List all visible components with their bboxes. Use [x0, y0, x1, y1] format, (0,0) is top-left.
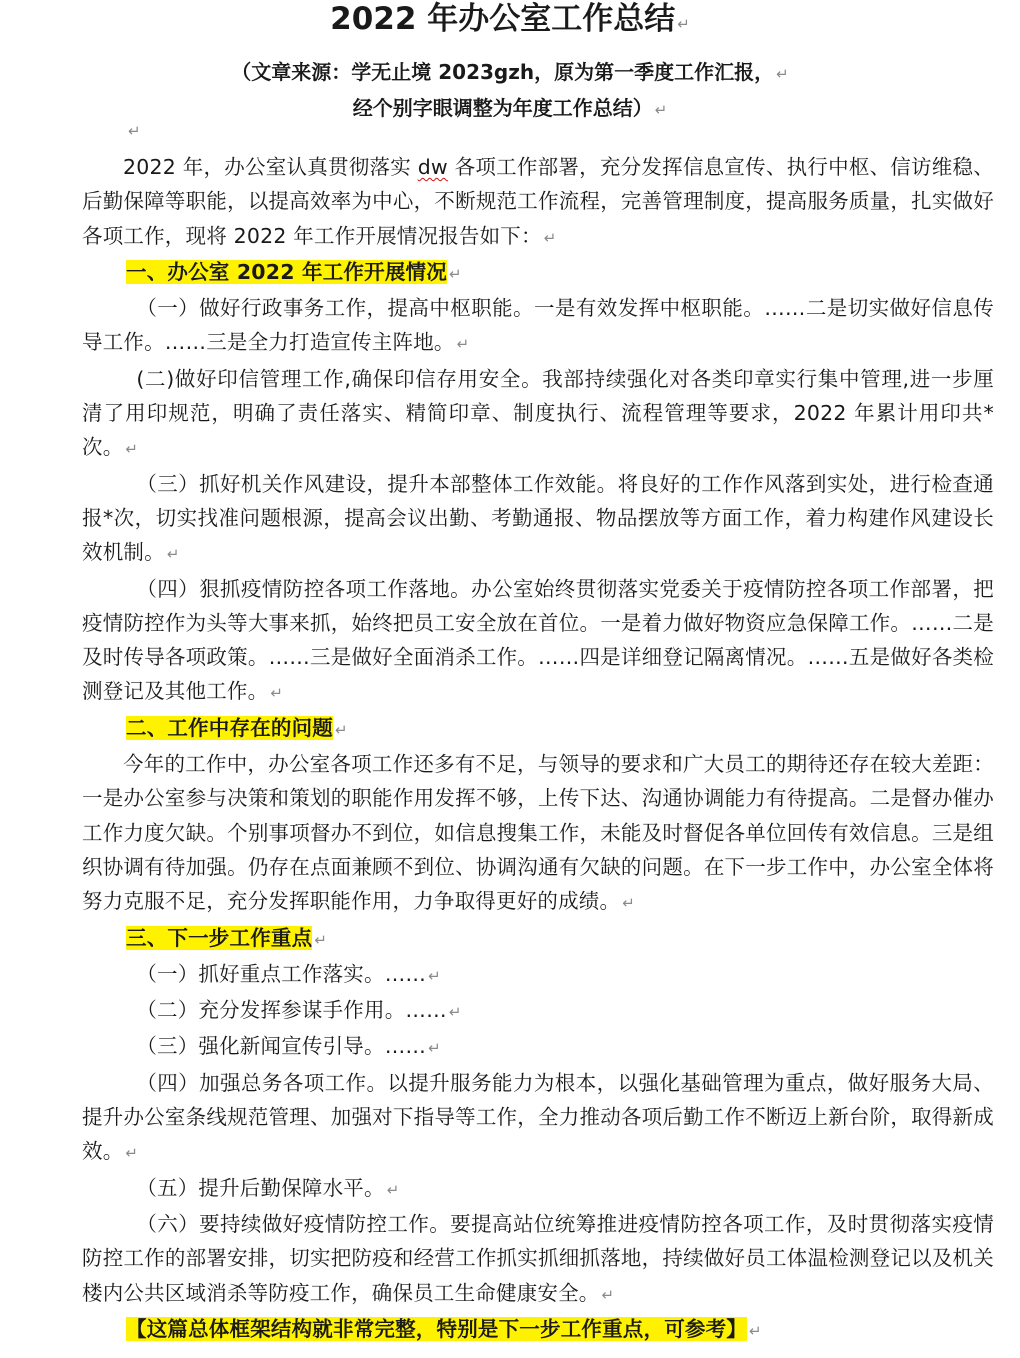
paragraph-mark: ↵ — [622, 894, 635, 913]
section-1-item: (二)做好印信管理工作,确保印信存用安全。我部持续强化对各类印章实行集中管理,进一步厘清了用印规范，明确了责任落实、精简印章、制度执行、流程管理等要求，2022 年累计用印共*次。 ↵ — [82, 366, 994, 460]
paragraph-mark: ↵ — [428, 1039, 441, 1058]
paragraph-mark: ↵ — [448, 264, 462, 283]
paragraph-mark: ↵ — [335, 720, 348, 739]
section-2-heading — [82, 711, 994, 747]
highlighted-text: 一、办公室 2022 年工作开展情况 — [126, 259, 447, 284]
section-3-item: （四）加强总务各项工作。以提升服务能力为根本，以强化基础管理为重点，做好服务大局、提升办公室条线规范管理、加强对下指导等工作，全力推动各项后勤工作不断迈上新台阶，取得新成效。 ↵ — [82, 1070, 994, 1164]
highlighted-text: 三、下一步工作重点 — [126, 925, 313, 950]
document-title: 2022 年办公室工作总结 ↵ — [330, 1, 690, 37]
section-1-heading — [82, 255, 994, 291]
paragraph-mark: ↵ — [428, 966, 441, 985]
paragraph-mark: ↵ — [601, 1285, 615, 1304]
spellcheck-word[interactable]: dw — [417, 155, 448, 179]
paragraph-mark: ↵ — [270, 684, 284, 703]
highlighted-text: 【这篇总体框架结构就非常完整，特别是下一步工作重点，可参考】 — [126, 1316, 747, 1341]
document-subtitle — [0, 55, 1020, 127]
reference-note — [82, 1312, 994, 1348]
paragraph-mark: ↵ — [314, 930, 328, 949]
paragraph-mark: ↵ — [166, 545, 180, 564]
section-1-item: （一）做好行政事务工作，提高中枢职能。一是有效发挥中枢职能。……二是切实做好信息传导工作。……三是全力打造宣传主阵地。 ↵ — [82, 296, 994, 355]
section-3-item: （一）抓好重点工作落实。…… ↵ — [136, 961, 441, 986]
paragraph-mark: ↵ — [456, 335, 470, 354]
paragraph-mark: ↵ — [386, 1180, 400, 1199]
section-3-item: （六）要持续做好疫情防控工作。要提高站位统筹推进疫情防控各项工作，及时贯彻落实疫情防控工作的部署安排，切实把防疫和经营工作抓实抓细抓落地，持续做好员工体温检测登记以及机关楼内公共区域消杀等防疫工作，确保员工生命健康安全。 ↵ — [82, 1211, 994, 1305]
section-3-heading — [82, 921, 994, 957]
subtitle-line-2: 经个别字眼调整为年度工作总结） — [352, 96, 653, 120]
document-body — [82, 150, 994, 1348]
paragraph-mark: ↵ — [677, 15, 690, 33]
paragraph-mark: ↵ — [749, 1321, 762, 1340]
paragraph-mark: ↵ — [776, 65, 789, 83]
section-2-paragraph: 今年的工作中，办公室各项工作还多有不足，与领导的要求和广大员工的期待还存在较大差距：一是办公室参与决策和策划的职能作用发挥不够，上传下达、沟通协调能力有待提高。二是督办催办工作力度欠缺。个别事项督办不到位，如信息搜集工作，未能及时督促各单位回传有效信息。三是组织协调有待加强。仍存在点面兼顾不到位、协调沟通有欠缺的问题。在下一步工作中，办公室全体将努力克服不足，充分发挥职能作用，力争取得更好的成绩。 ↵ — [82, 752, 994, 914]
intro-paragraph: 2022 年，办公室认真贯彻落实 dw 各项工作部署，充分发挥信息宣传、执行中枢、信访维稳、后勤保障等职能，以提高效率为中心，不断规范工作流程，完善管理制度，提高服务质量，扎实做好各项工作，现将 2022 年工作开展情况报告如下： ↵ — [82, 155, 994, 248]
paragraph-mark: ↵ — [125, 1144, 139, 1163]
section-1-item: （四）狠抓疫情防控各项工作落地。办公室始终贯彻落实党委关于疫情防控各项工作部署，把疫情防控作为头等大事来抓，始终把员工安全放在首位。一是着力做好物资应急保障工作。……二是及时传导各项政策。……三是做好全面消杀工作。……四是详细登记隔离情况。……五是做好各类检测登记及其他工作。 ↵ — [82, 576, 994, 704]
paragraph-mark: ↵ — [448, 1003, 462, 1022]
section-1-item: （三）抓好机关作风建设，提升本部整体工作效能。将良好的工作作风落到实处，进行检查通报*次，切实找准问题根源，提高会议出勤、考勤通报、物品摆放等方面工作，着力构建作风建设长效机制。 ↵ — [82, 471, 994, 565]
paragraph-mark: ↵ — [543, 228, 557, 247]
highlighted-text: 二、工作中存在的问题 — [126, 715, 333, 740]
paragraph-mark: ↵ — [654, 101, 668, 119]
section-3-item: （五）提升后勤保障水平。 ↵ — [136, 1175, 400, 1200]
section-3-item: （三）强化新闻宣传引导。…… ↵ — [136, 1034, 441, 1059]
paragraph-mark: ↵ — [125, 440, 139, 459]
empty-paragraph-mark: ↵ — [128, 122, 141, 140]
subtitle-line-1: （文章来源：学无止境 2023gzh，原为第一季度工作汇报， — [231, 60, 775, 84]
section-3-item: （二）充分发挥参谋手作用。…… ↵ — [136, 998, 462, 1023]
